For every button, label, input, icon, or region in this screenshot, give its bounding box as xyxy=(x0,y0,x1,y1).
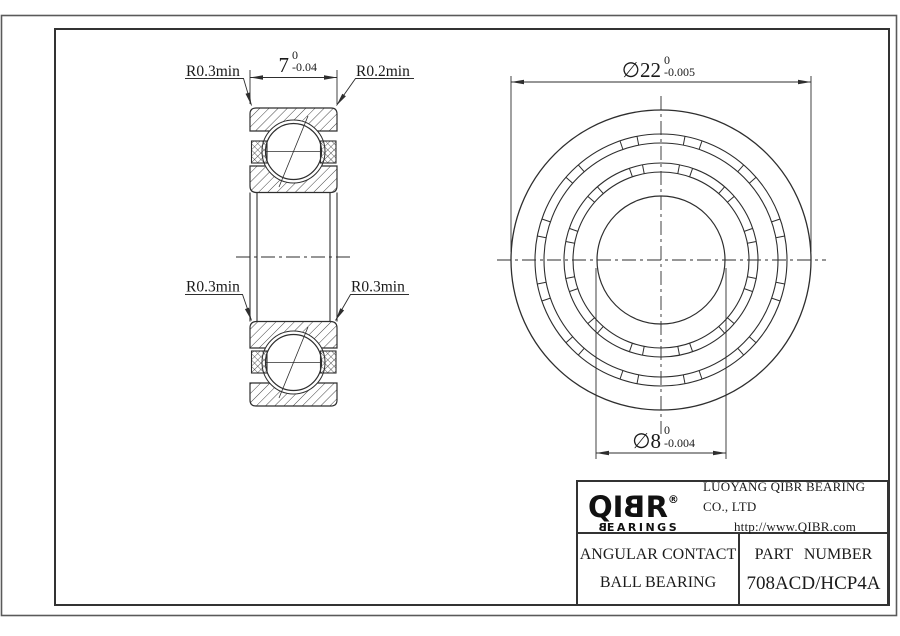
bore-dim-tol-upper: 0 xyxy=(664,423,670,437)
registered-mark: ® xyxy=(667,493,679,506)
radius-label-bottom-left: R0.3min xyxy=(186,278,240,296)
width-dim-value: 7 xyxy=(278,53,289,77)
radius-label-top-right: R0.2min xyxy=(356,63,410,80)
width-dim-tol-upper: 0 xyxy=(292,48,298,62)
od-dim-tol-lower: -0.005 xyxy=(664,65,695,79)
logo-wordmark xyxy=(588,485,703,522)
part-number-value: 708ACD/HCP4A xyxy=(746,573,881,594)
title-block-header-row xyxy=(578,479,887,534)
brand-text: EARINGS xyxy=(606,521,680,534)
logo-text-suffix: R xyxy=(645,490,668,524)
od-dim-tol-upper: 0 xyxy=(664,53,670,67)
cage-bottom-right xyxy=(321,351,337,373)
front-view xyxy=(497,96,826,434)
cage-bottom-left xyxy=(252,351,268,373)
company-website: http://www.QIBR.com xyxy=(733,519,857,534)
cage-top-right xyxy=(321,141,337,163)
bore-dim-value: ∅8 xyxy=(632,429,661,453)
radius-label-bottom-right: R0.3min xyxy=(351,278,405,296)
product-cell xyxy=(578,534,740,604)
title-block xyxy=(576,480,889,606)
product-name-line2: BALL BEARING xyxy=(599,574,717,591)
company-name: LUOYANG QIBR BEARING CO., LTD xyxy=(703,479,866,514)
od-dim-value: ∅22 xyxy=(621,58,661,82)
bore-dim-tol-lower: -0.004 xyxy=(664,436,695,450)
logo xyxy=(578,482,703,532)
product-name-line1: ANGULAR CONTACT xyxy=(579,546,737,563)
width-dim-tol-lower: -0.04 xyxy=(292,60,317,74)
logo-text: QI xyxy=(588,490,624,524)
cage-top-left xyxy=(252,141,268,163)
section-view xyxy=(236,108,351,406)
part-number-cell xyxy=(740,534,887,604)
brand-mirrored-letter: B xyxy=(596,521,607,534)
title-block-bottom-row xyxy=(578,534,887,604)
logo-brand-line xyxy=(596,521,703,534)
logo-mirrored-letter: B xyxy=(623,490,646,524)
part-number-label: PART NUMBER xyxy=(754,546,873,563)
radius-label-top-left: R0.3min xyxy=(186,63,240,80)
company-cell xyxy=(703,479,887,534)
